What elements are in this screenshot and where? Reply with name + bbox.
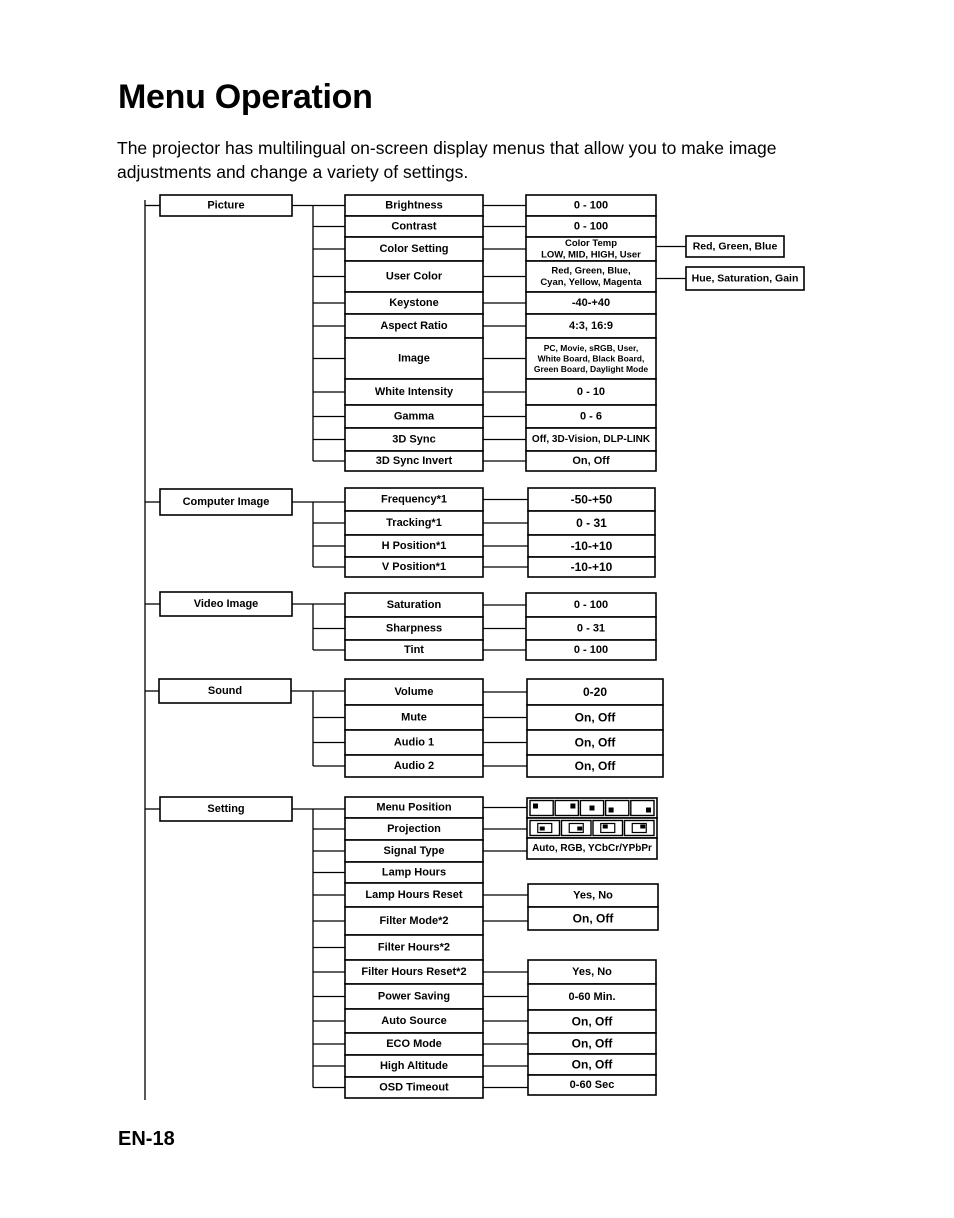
- menu-computer-image-item-frequency-1-label: Frequency*1: [380, 493, 448, 506]
- menu-setting-item-auto-source-label: Auto Source: [381, 1015, 447, 1027]
- page-title: Menu Operation: [118, 78, 373, 116]
- menu-setting-item-power-saving-value: 0-60 Min.: [568, 991, 616, 1003]
- menu-setting-item-projection-label: Projection: [387, 823, 441, 835]
- menu-setting-item-osd-timeout-label: OSD Timeout: [379, 1081, 449, 1094]
- menu-setting-item-high-altitude-label: High Altitude: [379, 1060, 449, 1072]
- menu-setting-item-eco-mode-value: On, Off: [571, 1036, 613, 1051]
- menu-picture-item-keystone-label: Keystone: [389, 297, 439, 309]
- menu-video-image-item-sharpness-value: 0 - 31: [576, 622, 606, 635]
- menu-setting-item-signal-type-value: Auto, RGB, YCbCr/YPbPr: [532, 843, 652, 854]
- menu-setting-item-filter-mode-2-value: On, Off: [572, 911, 614, 926]
- menu-picture-item-contrast-label: Contrast: [391, 220, 437, 233]
- menu-sound-item-audio-2-value: On, Off: [574, 759, 616, 773]
- menu-video-image-item-tint-label: Tint: [404, 644, 424, 656]
- menu-setting-item-filter-hours-2-label: Filter Hours*2: [377, 941, 451, 954]
- menu-sound-item-volume-label: Volume: [394, 686, 434, 698]
- menu-video-image-item-sharpness-label: Sharpness: [385, 622, 443, 635]
- menu-picture-item-brightness-label: Brightness: [385, 199, 443, 212]
- menu-computer-image-item-v-position-1-value: -10-+10: [570, 560, 613, 574]
- menu-picture-item-3d-sync-label: 3D Sync: [392, 433, 436, 446]
- menu-picture-item-3d-sync-invert-value: On, Off: [572, 455, 610, 467]
- menu-setting-item-filter-hours-reset-2-value: Yes, No: [572, 966, 612, 978]
- menu-picture-item-image-value: PC, Movie, sRGB, User,: [543, 343, 639, 353]
- top-left-position-icon: [530, 801, 553, 816]
- menu-picture-item-contrast-value: 0 - 100: [573, 220, 609, 233]
- menu-setting-item-high-altitude-value: On, Off: [571, 1057, 613, 1072]
- menu-sound-item-mute-value: On, Off: [574, 710, 616, 725]
- menu-picture-item-aspect-ratio-label: Aspect Ratio: [380, 320, 448, 332]
- menu-picture-item-3d-sync-invert-label: 3D Sync Invert: [375, 455, 453, 467]
- front-ceiling-projection-icon: [593, 821, 623, 836]
- menu-picture-item-image-value: Green Board, Daylight Mode: [533, 364, 649, 374]
- menu-sound-item-volume-value: 0-20: [582, 685, 608, 699]
- menu-computer-image-item-tracking-1-value: 0 - 31: [576, 516, 607, 530]
- menu-sound-item-audio-2-label: Audio 2: [393, 760, 435, 772]
- menu-picture-item-image-value: White Board, Black Board,: [537, 353, 645, 364]
- menu-setting-item-menu-position-label: Menu Position: [376, 801, 452, 814]
- menu-sound-label: Sound: [207, 685, 243, 697]
- menu-setting-item-auto-source-value: On, Off: [571, 1014, 613, 1029]
- intro-paragraph: The projector has multilingual on-screen display menus that allow you to make image adjustments and change a variety of settings.: [117, 138, 777, 182]
- menu-setting-item-signal-type-label: Signal Type: [383, 845, 445, 857]
- menu-picture-item-brightness-value: 0 - 100: [573, 199, 609, 212]
- menu-sound-item-audio-1-value: On, Off: [574, 735, 616, 750]
- menu-picture-item-gamma-label: Gamma: [393, 410, 435, 423]
- menu-picture-item-image-label: Image: [398, 352, 430, 365]
- menu-setting-item-eco-mode-label: ECO Mode: [386, 1038, 442, 1050]
- menu-picture-item-white-intensity-label: White Intensity: [374, 386, 454, 398]
- menu-sound-item-audio-1-label: Audio 1: [393, 736, 435, 749]
- menu-video-image-item-saturation-value: 0 - 100: [573, 599, 609, 611]
- menu-sound-item-mute-label: Mute: [401, 711, 427, 724]
- menu-computer-image-item-v-position-1-label: V Position*1: [381, 561, 447, 573]
- front-desktop-projection-icon: [530, 821, 560, 836]
- menu-setting-item-lamp-hours-label: Lamp Hours: [381, 866, 447, 879]
- menu-computer-image-item-frequency-1-value: -50-+50: [570, 492, 613, 507]
- rear-desktop-projection-icon: [562, 821, 592, 836]
- menu-picture-item-white-intensity-value: 0 - 10: [576, 386, 606, 398]
- menu-setting-label: Setting: [207, 803, 245, 815]
- menu-picture-item-user-color-value: Cyan, Yellow, Magenta: [540, 276, 642, 288]
- center-position-icon: [580, 801, 603, 816]
- menu-video-image-label: Video Image: [193, 598, 259, 610]
- menu-computer-image-item-tracking-1-label: Tracking*1: [386, 517, 442, 529]
- menu-video-image-item-tint-value: 0 - 100: [573, 644, 609, 656]
- menu-picture-item-color-setting-value: LOW, MID, HIGH, User: [541, 249, 641, 261]
- menu-computer-image-item-h-position-1-label: H Position*1: [381, 540, 447, 552]
- menu-setting-item-filter-mode-2-label: Filter Mode*2: [379, 915, 449, 927]
- menu-setting-item-power-saving-label: Power Saving: [377, 990, 451, 1003]
- menu-picture-item-user-color-value: Red, Green, Blue,: [551, 265, 631, 277]
- menu-picture-item-color-setting-label: Color Setting: [379, 243, 449, 255]
- rear-ceiling-projection-icon: [625, 821, 655, 836]
- menu-setting-item-lamp-hours-reset-value: Yes, No: [573, 889, 613, 902]
- menu-setting-item-osd-timeout-value: 0-60 Sec: [569, 1079, 615, 1091]
- menu-picture-item-aspect-ratio-value: 4:3, 16:9: [568, 320, 614, 332]
- menu-picture-label: Picture: [207, 199, 245, 212]
- menu-picture-item-3d-sync-value: Off, 3D-Vision, DLP-LINK: [531, 434, 651, 445]
- menu-picture-item-color-setting-extra: Red, Green, Blue: [692, 240, 778, 253]
- menu-picture-item-user-color-extra: Hue, Saturation, Gain: [691, 272, 799, 285]
- menu-video-image-item-saturation-label: Saturation: [386, 599, 442, 611]
- page-number: EN-18: [118, 1128, 175, 1150]
- menu-picture-item-keystone-value: -40-+40: [571, 297, 611, 309]
- menu-picture-item-user-color-label: User Color: [385, 270, 443, 283]
- menu-picture-item-color-setting-value: Color Temp: [564, 237, 618, 249]
- menu-computer-image-label: Computer Image: [182, 496, 270, 508]
- menu-setting-item-filter-hours-reset-2-label: Filter Hours Reset*2: [361, 966, 467, 978]
- menu-setting-item-lamp-hours-reset-label: Lamp Hours Reset: [365, 889, 463, 901]
- top-right-position-icon: [555, 801, 578, 816]
- bottom-right-position-icon: [631, 801, 654, 816]
- bottom-left-position-icon: [606, 801, 629, 816]
- menu-computer-image-item-h-position-1-value: -10-+10: [570, 539, 613, 553]
- menu-picture-item-gamma-value: 0 - 6: [579, 410, 603, 423]
